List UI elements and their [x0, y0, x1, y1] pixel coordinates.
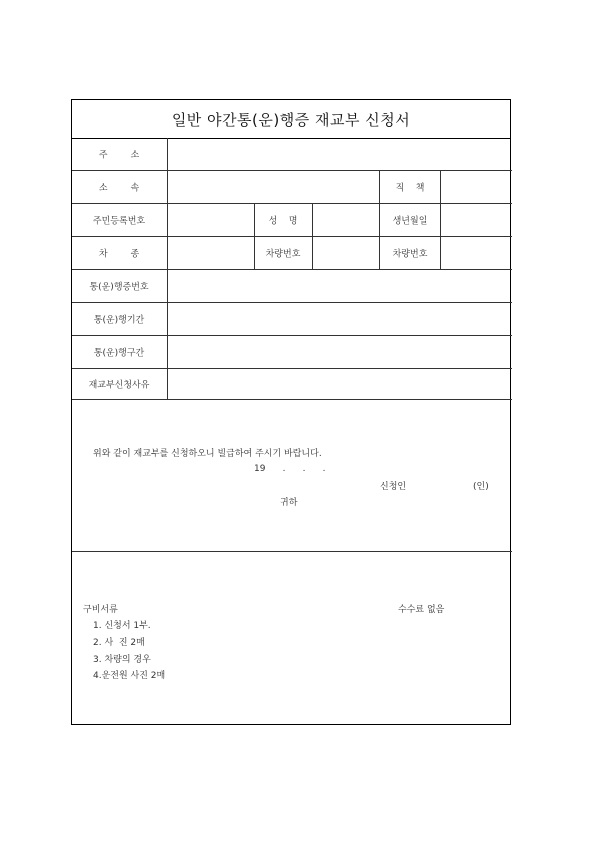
applicant-label: 신청인	[380, 482, 407, 492]
row-divider	[72, 368, 512, 369]
document-item: 4.운전원 사진 2매	[93, 671, 166, 681]
pass-section-label: 통(운)행구간	[93, 348, 145, 359]
form-title: 일반 야간통(운)행증 재교부 신청서	[72, 100, 510, 139]
reissue-reason-label: 재교부신청사유	[88, 380, 150, 391]
column-divider	[379, 170, 380, 269]
vehicle-type-label: 차 종	[98, 249, 140, 260]
seal-mark: (인)	[473, 482, 489, 492]
position-label: 직 책	[395, 183, 425, 194]
document-item: 1. 신청서 1부.	[93, 621, 151, 631]
address-label: 주 소	[98, 150, 140, 161]
pass-period-label: 통(운)행기간	[93, 315, 145, 326]
column-divider	[254, 203, 255, 269]
document-item: 3. 차량의 경우	[93, 655, 151, 665]
label-column-divider	[167, 138, 168, 399]
resident-number-label: 주민등록번호	[92, 216, 146, 227]
documents-heading: 구비서류	[83, 605, 118, 615]
column-divider	[312, 203, 313, 269]
column-divider	[440, 170, 441, 269]
row-divider	[72, 170, 512, 171]
section-divider	[72, 551, 512, 552]
pass-number-label: 통(운)행증번호	[89, 282, 149, 293]
row-divider	[72, 399, 512, 400]
addressee-label: 귀하	[280, 498, 298, 508]
date-line: 19 . . .	[254, 464, 326, 474]
document-item: 2. 사 진 2매	[93, 638, 145, 648]
row-divider	[72, 203, 512, 204]
affiliation-label: 소 속	[98, 183, 140, 194]
name-label: 성 명	[268, 216, 298, 227]
vehicle-number-label: 차량번호	[265, 249, 301, 260]
row-divider	[72, 236, 512, 237]
row-divider	[72, 269, 512, 270]
birth-date-label: 생년월일	[392, 216, 428, 227]
fee-note: 수수료 없음	[398, 605, 445, 615]
row-divider	[72, 302, 512, 303]
application-statement: 위와 같이 재교부를 신청하오니 빌급하여 주시기 바랍니다.	[93, 449, 322, 459]
reissue-application-form	[71, 99, 511, 725]
vehicle-number-label: 차량번호	[392, 249, 428, 260]
row-divider	[72, 335, 512, 336]
